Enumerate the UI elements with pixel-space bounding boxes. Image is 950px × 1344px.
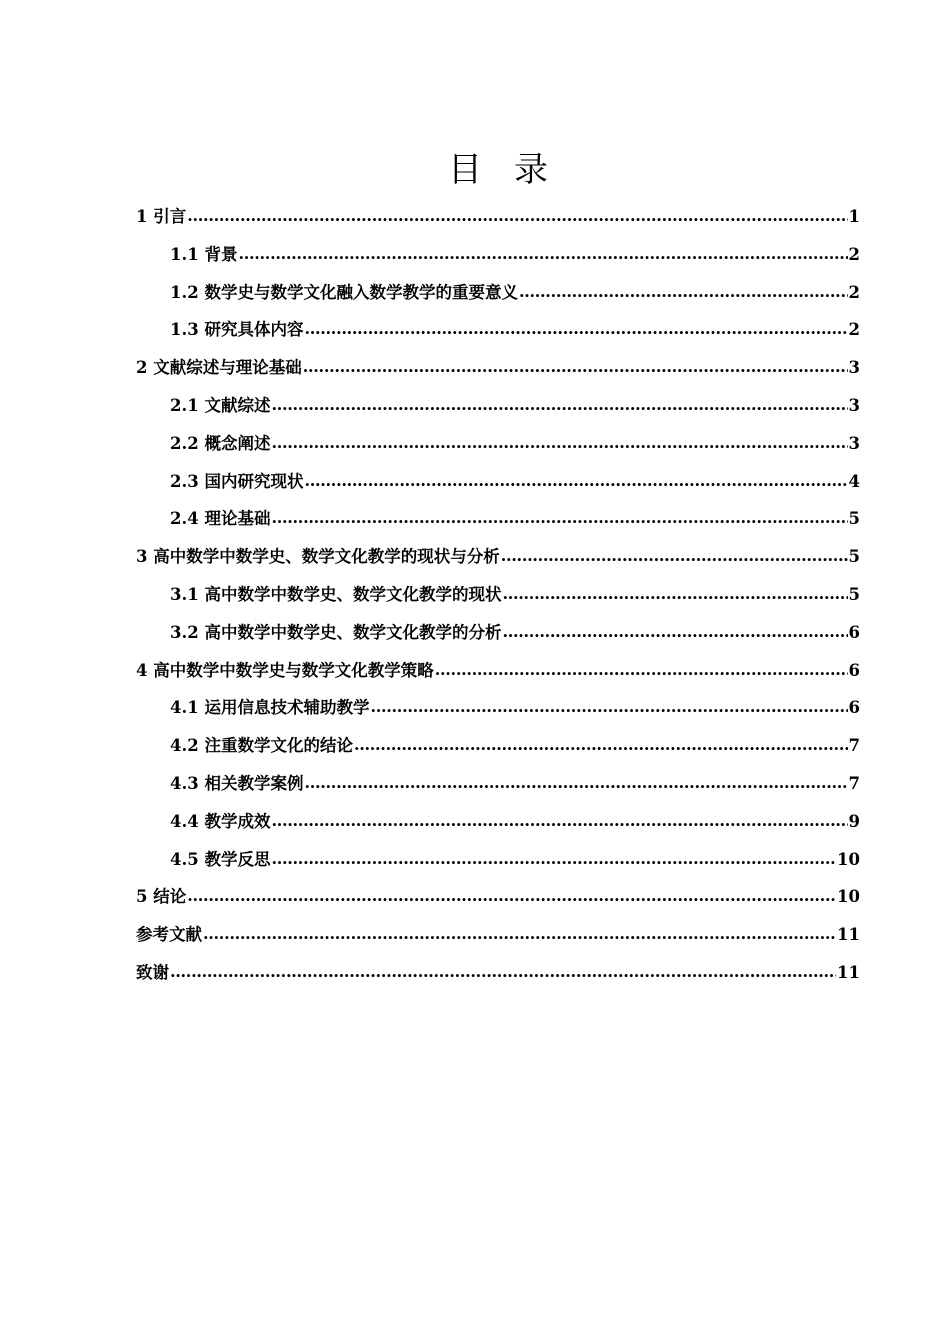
dot-leader: [271, 811, 847, 830]
toc-entry[interactable]: [136, 694, 860, 732]
dot-leader: [304, 319, 847, 338]
toc-entry-page-number: 6: [848, 660, 860, 680]
toc-entry-title: 3.1 高中数学中数学史、数学文化教学的现状: [170, 584, 502, 604]
toc-entry-title: 4.4 教学成效: [170, 811, 271, 831]
toc-entry[interactable]: [136, 732, 860, 770]
toc-entry[interactable]: [136, 619, 860, 657]
toc-entry-page-number: 2: [848, 320, 860, 340]
toc-entry[interactable]: [136, 392, 860, 430]
toc-entry[interactable]: [136, 543, 860, 581]
toc-entry-title: 5 结论: [136, 887, 187, 907]
dot-leader: [519, 282, 848, 301]
dot-leader: [271, 508, 847, 527]
toc-entry-title: 致谢: [136, 962, 169, 982]
toc-entry[interactable]: [136, 430, 860, 468]
toc-entry[interactable]: [136, 468, 860, 506]
toc-entry-title: 3.2 高中数学中数学史、数学文化教学的分析: [170, 622, 502, 642]
toc-entry[interactable]: [136, 354, 860, 392]
toc-entry[interactable]: [136, 241, 860, 279]
toc-entry-page-number: 3: [848, 358, 860, 378]
table-of-contents: [136, 203, 860, 997]
dot-leader: [435, 660, 848, 679]
toc-entry-page-number: 10: [837, 849, 860, 869]
toc-entry-page-number: 1: [848, 207, 860, 226]
dot-leader: [370, 697, 847, 716]
toc-entry-page-number: 9: [848, 811, 860, 831]
toc-entry-page-number: 4: [848, 471, 860, 491]
toc-entry-page-number: 6: [848, 698, 860, 718]
toc-entry-title: 2.3 国内研究现状: [170, 471, 304, 491]
toc-entry[interactable]: [136, 883, 860, 921]
toc-entry[interactable]: [136, 581, 860, 619]
dot-leader: [238, 244, 847, 263]
toc-entry-title: 4.1 运用信息技术辅助教学: [170, 698, 370, 718]
page-title: [0, 142, 950, 191]
toc-entry-title: 2 文献综述与理论基础: [136, 358, 302, 378]
toc-entry-title: 参考文献: [136, 925, 202, 945]
toc-entry-title: 4.5 教学反思: [170, 849, 271, 869]
toc-entry[interactable]: [136, 921, 860, 959]
title-char-1: 目: [448, 150, 482, 190]
dot-leader: [170, 962, 836, 981]
dot-leader: [502, 622, 847, 641]
toc-entry-title: 1.3 研究具体内容: [170, 320, 304, 340]
dot-leader: [354, 735, 848, 754]
toc-entry-title: 4.3 相关教学案例: [170, 773, 304, 793]
toc-entry-title: 2.4 理论基础: [170, 509, 271, 529]
toc-entry[interactable]: [136, 959, 860, 997]
toc-entry[interactable]: [136, 203, 860, 241]
toc-entry-title: 4 高中数学中数学史与数学文化教学策略: [136, 660, 434, 680]
dot-leader: [303, 357, 848, 376]
toc-entry-title: 2.2 概念阐述: [170, 433, 271, 453]
dot-leader: [187, 206, 847, 225]
toc-entry-page-number: 3: [848, 395, 860, 415]
toc-entry-title: 2.1 文献综述: [170, 395, 271, 415]
toc-entry-page-number: 11: [837, 925, 860, 945]
toc-entry-page-number: 6: [848, 622, 860, 642]
toc-entry[interactable]: [136, 505, 860, 543]
toc-entry-page-number: 2: [848, 244, 860, 264]
title-char-2: 录: [514, 150, 548, 190]
dot-leader: [502, 584, 847, 603]
toc-entry[interactable]: [136, 808, 860, 846]
toc-entry-page-number: 5: [848, 584, 860, 604]
toc-entry[interactable]: [136, 770, 860, 808]
toc-entry-title: 1 引言: [136, 207, 187, 226]
toc-entry[interactable]: [136, 657, 860, 695]
toc-entry[interactable]: [136, 846, 860, 884]
toc-entry-page-number: 7: [848, 773, 860, 793]
toc-entry-page-number: 10: [837, 887, 860, 907]
toc-entry-page-number: 5: [848, 509, 860, 529]
toc-entry[interactable]: [136, 279, 860, 317]
toc-entry-page-number: 11: [837, 962, 860, 982]
toc-entry-page-number: 2: [848, 282, 860, 302]
toc-entry-page-number: 5: [848, 547, 860, 567]
toc-entry-title: 1.2 数学史与数学文化融入数学教学的重要意义: [170, 282, 518, 302]
dot-leader: [271, 849, 836, 868]
toc-entry-page-number: 7: [848, 736, 860, 756]
dot-leader: [304, 773, 847, 792]
toc-entry-title: 1.1 背景: [170, 244, 238, 264]
toc-entry-page-number: 3: [848, 433, 860, 453]
dot-leader: [271, 433, 847, 452]
dot-leader: [501, 546, 848, 565]
toc-entry-title: 3 高中数学中数学史、数学文化教学的现状与分析: [136, 547, 500, 567]
dot-leader: [304, 471, 847, 490]
dot-leader: [203, 924, 836, 943]
toc-entry-title: 4.2 注重数学文化的结论: [170, 736, 353, 756]
toc-entry[interactable]: [136, 316, 860, 354]
dot-leader: [187, 886, 836, 905]
dot-leader: [271, 395, 847, 414]
